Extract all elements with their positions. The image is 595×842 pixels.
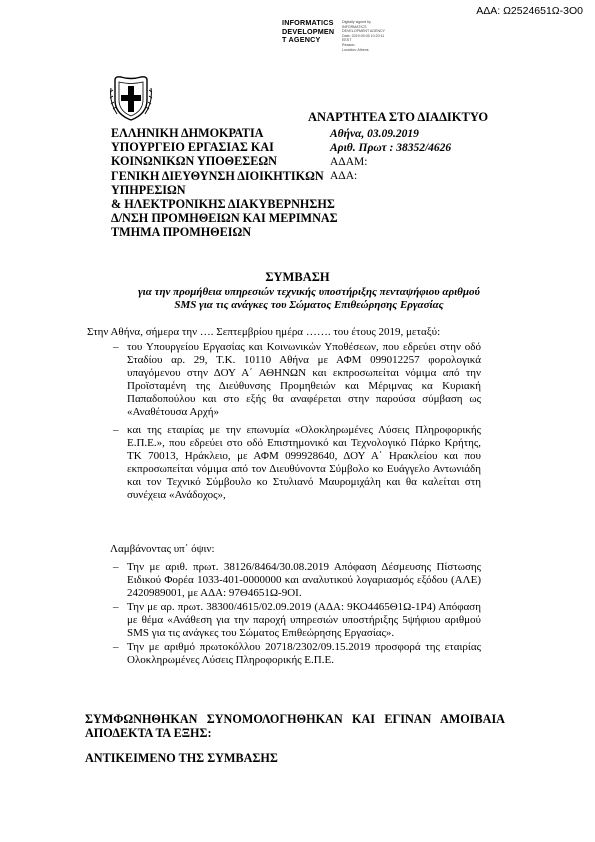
document-date: Αθήνα, 03.09.2019: [330, 128, 419, 140]
greek-emblem-icon: [107, 74, 155, 122]
intro-paragraph: Στην Αθήνα, σήμερα την …. Σεπτεμβρίου ημέρα ……. του έτους 2019, μεταξύ:: [87, 326, 441, 338]
signature-info: Digitally signed by: [342, 20, 371, 24]
issuer-block: [111, 126, 338, 240]
issuer-line: ΥΠΟΥΡΓΕΙΟ ΕΡΓΑΣΙΑΣ ΚΑΙ: [111, 140, 274, 155]
agreement-line: ΑΠΟΔΕΚΤΑ ΤΑ ΕΞΗΣ:: [85, 726, 212, 741]
section-heading-subject: ΑΝΤΙΚΕΙΜΕΝΟ ΤΗΣ ΣΥΜΒΑΣΗΣ: [85, 751, 278, 765]
list-item: [113, 341, 481, 419]
bullet-dash: –: [113, 341, 119, 353]
party-ministry: του Υπουργείου Εργασίας και Κοινωνικών Υποθέσεων, που εδρεύει στην οδό Σταδίου αρ. 29, Τ.Κ. 10110 Αθήνα με ΑΦΜ 099012257 φορολογικά υπαγόμενου στην ΔΟΥ Α΄ ΑΘΗΝΩΝ και εκπροσωπείται νόμιμα από την Προϊσταμένη της Διεύθυνσης Προμηθειών και Μέριμνας κα Κυριακή Παπαδοπούλου και στο εξής θα αναφέρεται στην παρούσα σύμβαση ως «Αναθέτουσα Αρχή»: [127, 341, 481, 418]
ada-label: ΑΔΑ:: [330, 170, 358, 182]
logo-line: INFORMATICS: [282, 18, 334, 27]
consideration-item: Την με αρ. πρωτ. 38300/4615/02.09.2019 (ΑΔΑ: 9ΚΟ4465Θ1Ω-1Ρ4) Απόφαση με θέμα «Ανάθεση για την παροχή υπηρεσιών υποστήριξης 5ψήφιου αριθμού SMS για τις ανάγκες του Σώματος Επιθεώρησης Εργασίας».: [127, 601, 481, 639]
adam-label: ΑΔΑΜ:: [330, 156, 368, 168]
contract-title: ΣΥΜΒΑΣΗ: [265, 270, 330, 284]
issuer-line: ΤΜΗΜΑ ΠΡΟΜΗΘΕΙΩΝ: [111, 225, 252, 240]
protocol-number: Αριθ. Πρωτ : 38352/4626: [330, 142, 452, 154]
document-meta: [330, 127, 451, 183]
ada-code-top: ΑΔΑ: Ω2524651Ω-3Ο0: [476, 5, 583, 17]
list-item: [113, 561, 481, 600]
issuer-line: ΚΟΙΝΩΝΙΚΩΝ ΥΠΟΘΕΣΕΩΝ: [111, 154, 277, 169]
issuer-line: Δ/ΝΣΗ ΠΡΟΜΗΘΕΙΩΝ ΚΑΙ ΜΕΡΙΜΝΑΣ: [111, 211, 338, 226]
consideration-item: Την με αριθ. πρωτ. 38126/8464/30.08.2019 Απόφαση Δέσμευσης Πίστωσης Ειδικού Φορέα 1033-401-0000000 και αναλυτικού λογαριασμός εξόδου (ΑΛΕ) 2420989001, με ΑΔΑ: 97Θ4651Ω-9ΟΙ.: [127, 561, 481, 599]
list-item: [113, 424, 481, 502]
logo-line: DEVELOPMEN: [282, 26, 335, 36]
party-contractor: και της εταιρίας με την επωνυμία «Ολοκληρωμένες Λύσεις Πληροφορικής Ε.Π.Ε.», που εδρεύει στο οδό Επιστημονικό και Τεχνολογικό Πάρκο Κρήτης, ΤΚ 70013, Ηράκλειο, με ΑΦΜ 099928640, ΔΟΥ Α΄ Ηρακλείου και που εκπροσωπείται νόμιμα από τον Διευθύνοντα Σύμβολο κο Ευάγγελο Αντωνιάδη και τον Τεχνικό Σύμβουλο κο Στυλιανό Μαυρομιχάλη και θα καλείται στη συνέχεια «Ανάδοχος»,: [127, 424, 481, 501]
agreement-heading: [85, 712, 505, 740]
signature-info: INFORMATICS: [342, 24, 367, 29]
subtitle-line: SMS για τις ανάγκες του Σώματος Επιθεώρησης Εργασίας: [174, 299, 444, 311]
bullet-dash: –: [113, 561, 119, 573]
issuer-line: ΕΛΛΗΝΙΚΗ ΔΗΜΟΚΡΑΤΙΑ: [111, 126, 264, 140]
issuer-line: ΥΠΗΡΕΣΙΩΝ: [111, 182, 186, 197]
subtitle-line: για την προμήθεια υπηρεσιών τεχνικής υποστήριξης πενταψήφιου αριθμού: [138, 286, 480, 298]
bullet-dash: –: [113, 424, 119, 436]
considering-label: Λαμβάνοντας υπ΄ όψιν:: [110, 543, 215, 555]
bullet-dash: –: [113, 601, 119, 613]
signature-info: EEST: [342, 38, 352, 43]
list-item: [113, 641, 481, 667]
signature-logo: [282, 18, 412, 52]
issuer-line: & ΗΛΕΚΤΡΟΝΙΚΗΣ ΔΙΑΚΥΒΕΡΝΗΣΗΣ: [111, 197, 335, 212]
signature-info: Location: Athens: [342, 47, 369, 52]
logo-line: T AGENCY: [282, 35, 321, 45]
signature-info: Date: 2019.09.05 10:20:11: [342, 33, 385, 38]
bullet-dash: –: [113, 641, 119, 653]
consideration-item: Την με αριθμό πρωτοκόλλου 20718/2302/09.15.2019 προσφορά της εταιρίας Ολοκληρωμένες Λύσεις Πληροφορικής Ε.Π.Ε.: [127, 641, 481, 666]
agreement-line: ΣΥΜΦΩΝΗΘΗΚΑΝ ΣΥΝΟΜΟΛΟΓΗΘΗΚΑΝ ΚΑΙ ΕΓΙΝΑΝ ΑΜΟΙΒΑΙΑ: [85, 712, 505, 726]
contract-subtitle: [70, 286, 548, 312]
signature-info: Reason:: [342, 42, 356, 47]
list-item: [113, 601, 481, 640]
issuer-line: ΓΕΝΙΚΗ ΔΙΕΥΘΥΝΣΗ ΔΙΟΙΚΗΤΙΚΩΝ: [111, 168, 324, 183]
publish-notice: ΑΝΑΡΤΗΤΕΑ ΣΤΟ ΔΙΑΔΙΚΤΥΟ: [308, 110, 489, 124]
signature-info: DEVELOPMENT AGENCY: [342, 29, 386, 34]
